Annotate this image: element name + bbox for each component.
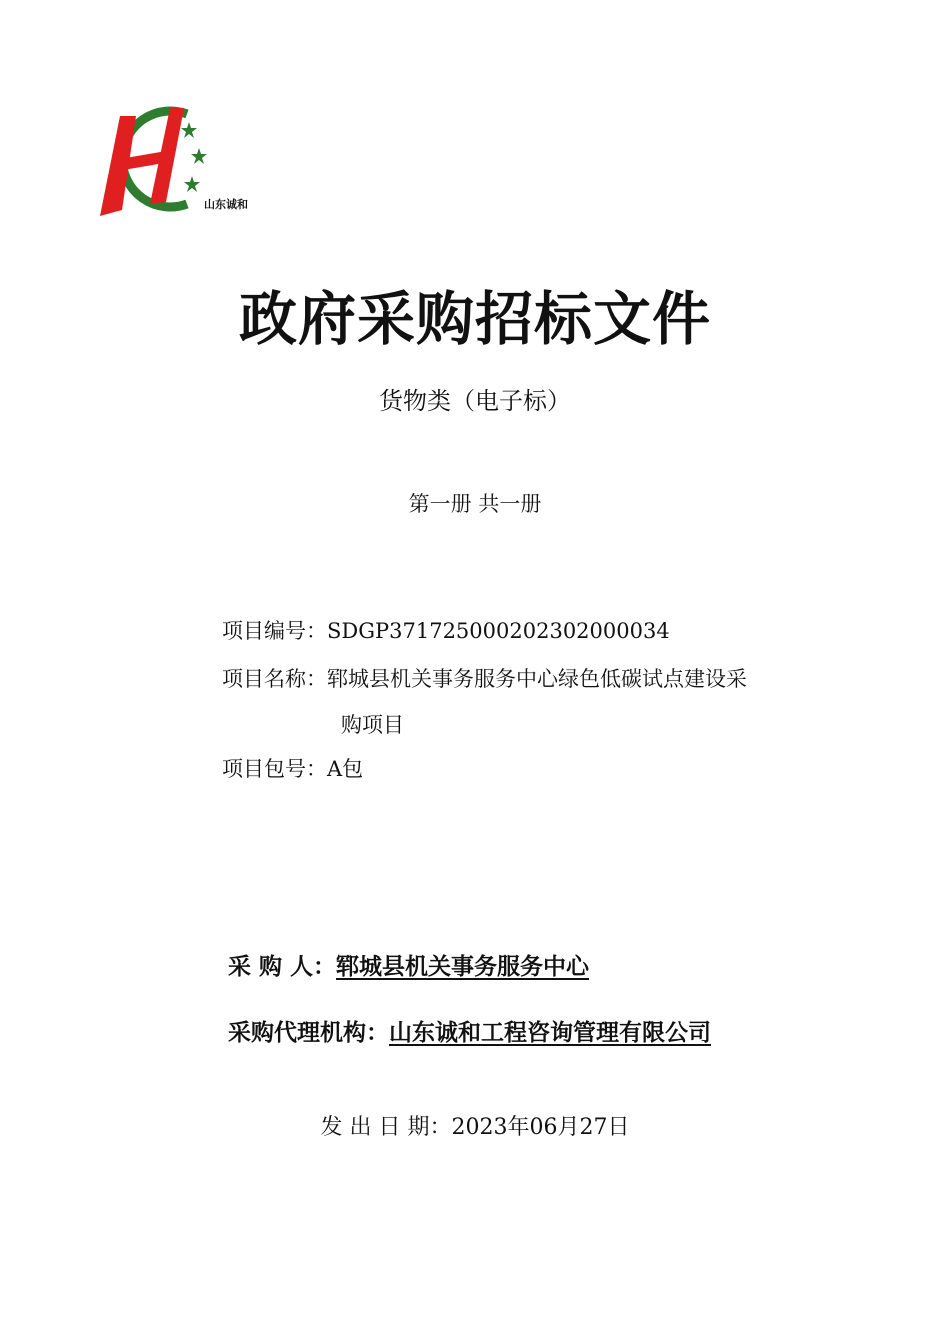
- volume-info: 第一册 共一册: [408, 492, 542, 516]
- logo-mark-icon: [92, 100, 277, 220]
- agency-label: 采购代理机构：: [228, 1020, 389, 1046]
- project-code-value: SDGP371725000202302000034: [327, 619, 670, 643]
- project-name-value-line1: 郓城县机关事务服务中心绿色低碳试点建设采: [327, 667, 747, 691]
- project-name-row: [222, 656, 747, 748]
- document-subtitle: 货物类（电子标）: [379, 387, 571, 415]
- issue-date-row: [0, 1110, 950, 1141]
- purchaser-row: [228, 948, 589, 981]
- project-code-row: [222, 608, 670, 654]
- agency-value: 山东诚和工程咨询管理有限公司: [389, 1020, 711, 1046]
- company-logo: [92, 100, 277, 220]
- project-name-value-line2: 购项目: [341, 713, 404, 737]
- agency-row: [228, 1014, 711, 1047]
- logo-text: 山东诚和: [204, 198, 248, 211]
- project-package-row: [222, 746, 363, 792]
- project-name-label: 项目名称：: [222, 667, 327, 691]
- purchaser-value: 郓城县机关事务服务中心: [336, 954, 590, 980]
- project-package-value: A包: [327, 757, 364, 781]
- document-title: 政府采购招标文件: [238, 285, 711, 353]
- issue-date-value: 2023年06月27日: [451, 1115, 630, 1140]
- project-code-label: 项目编号：: [222, 619, 327, 643]
- purchaser-label: 采 购 人：: [228, 954, 337, 980]
- project-package-label: 项目包号：: [222, 757, 327, 781]
- issue-date-label: 发 出 日 期：: [320, 1115, 452, 1140]
